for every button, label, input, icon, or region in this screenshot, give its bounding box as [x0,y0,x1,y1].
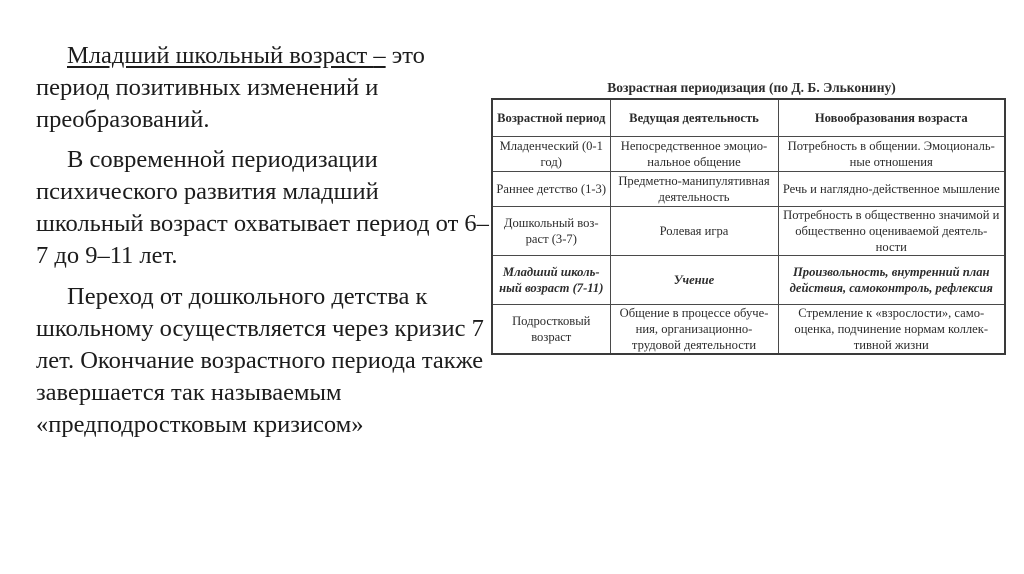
term-dash: – [373,42,386,69]
cell-activity: Ролевая игра [610,207,778,256]
cell-neoformation: Потребность в общественно значимой и общественно оцениваемой деятель-ности [778,207,1005,256]
table-row-highlighted [492,256,1005,305]
paragraph-definition [36,40,492,136]
cell-period: Младший школь-ный возраст (7-11) [492,256,610,305]
cell-period: Раннее детство (1-3) [492,172,610,207]
cell-neoformation: Стремление к «взрослости», само-оценка, подчинение нормам коллек-тивной жизни [778,305,1005,355]
cell-period: Младенческий (0-1 год) [492,137,610,172]
table-row [492,207,1005,256]
cell-neoformation: Произвольность, внутренний план действия, самоконтроль, рефлексия [778,256,1005,305]
term-underlined: Младший школьный возраст [67,42,374,69]
cell-activity: Непосредственное эмоцио-нальное общение [610,137,778,172]
table-row [492,172,1005,207]
slide-text [36,40,492,451]
cell-neoformation: Потребность в общении. Эмоциональ-ные отношения [778,137,1005,172]
table-header-row [492,99,1005,137]
header-neoformations: Новообразования возраста [778,99,1005,137]
table-row [492,305,1005,355]
cell-activity: Предметно-манипулятивная деятельность [610,172,778,207]
cell-activity: Учение [610,256,778,305]
paragraph-periodization: В современной периодизации психического развития младший школьный возраст охватывает период от 6–7 до 9–11 лет. [36,146,489,269]
cell-neoformation: Речь и наглядно-действенное мышление [778,172,1005,207]
header-age-period: Возрастной период [492,99,610,137]
definition-text: это период позитивных изменений и преобразований. [36,42,425,133]
paragraph-crisis: Переход от дошкольного детства к школьному осуществляется через кризис 7 лет. Окончание возрастного периода также завершается так называемым «предподростковым кризисом» [36,283,484,438]
periodization-figure [491,78,1004,355]
periodization-table [491,98,1006,355]
cell-activity: Общение в процессе обуче-ния, организационно-трудовой деятельности [610,305,778,355]
cell-period: Подростковый возраст [492,305,610,355]
table-row [492,137,1005,172]
header-leading-activity: Ведущая деятельность [610,99,778,137]
table-title: Возрастная периодизация (по Д. Б. Эльконину) [607,80,896,95]
cell-period: Дошкольный воз-раст (3-7) [492,207,610,256]
